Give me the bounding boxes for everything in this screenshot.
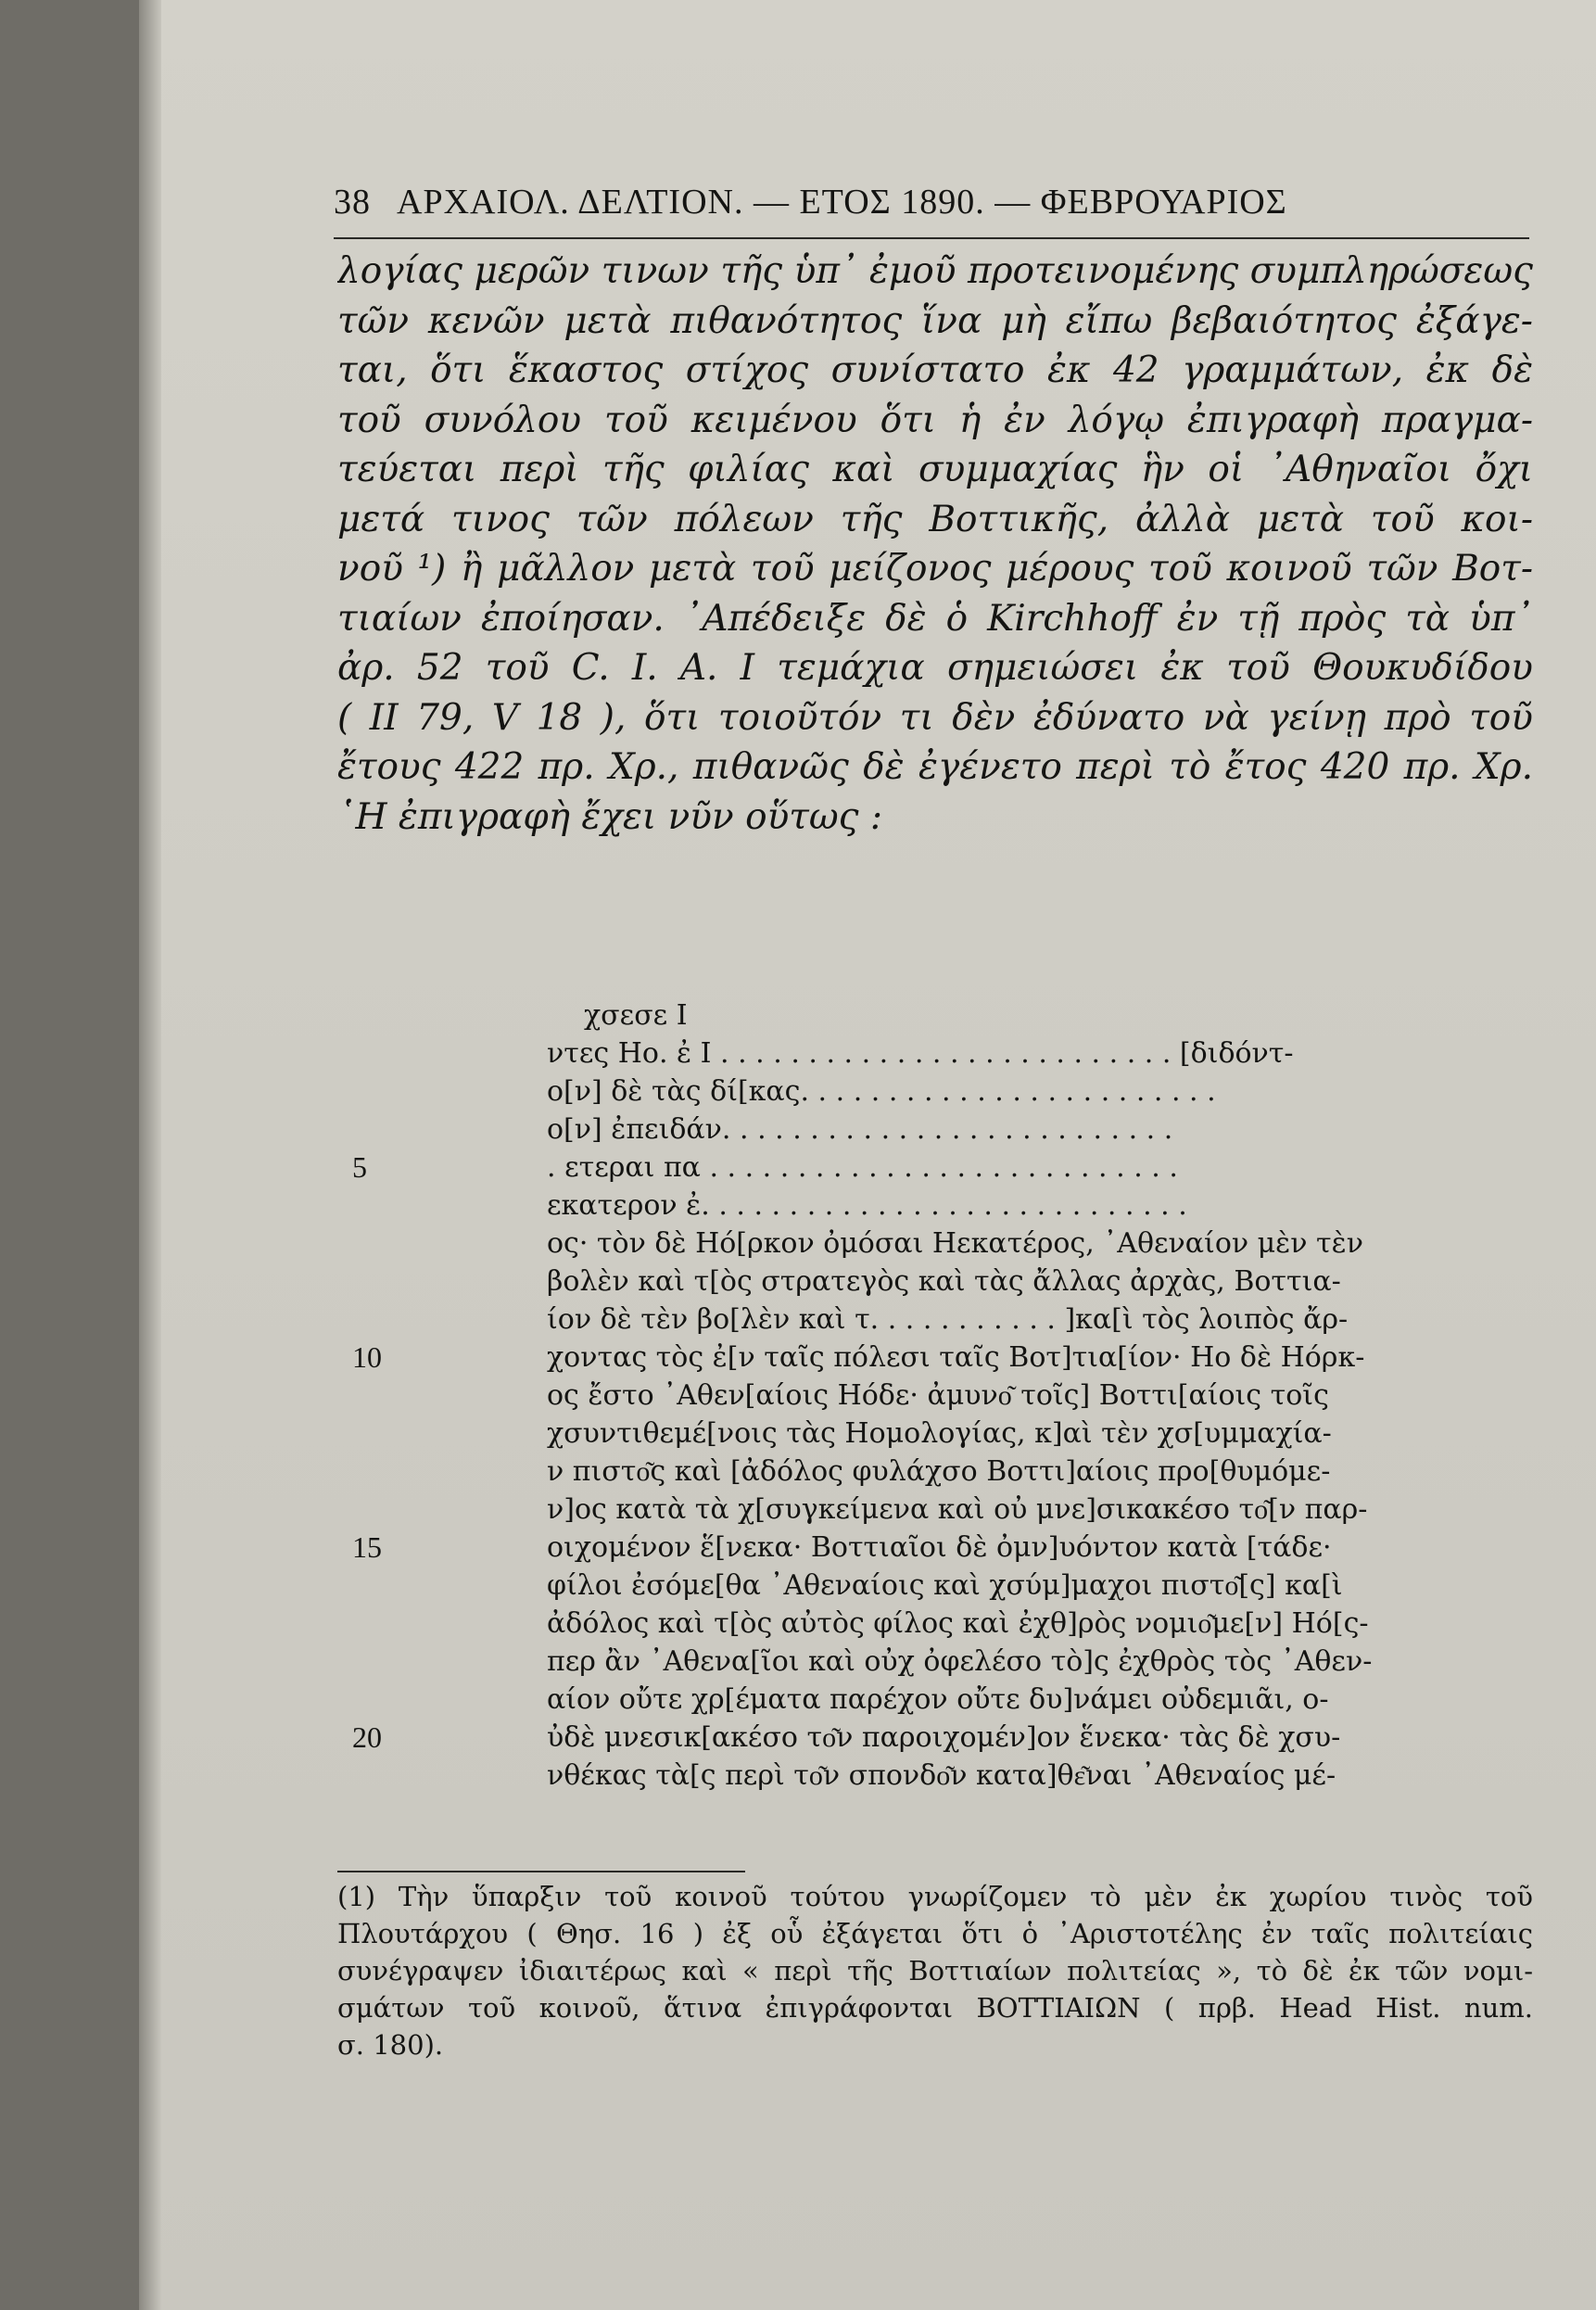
inscription-line-text: ντες Ηο. ἐ Ι . . . . . . . . . . . . . . . . . . . . . . . . . . [διδόντ- (547, 1037, 1294, 1070)
inscription-line (352, 1719, 1548, 1757)
inscription-line-text: ος ἔστο ᾿Αθεν[αίοις Hόδε· ἀμυνο͂ τοῖς] Βοττι[αίοις τοῖς (547, 1379, 1329, 1412)
inscription-line-text: χσυντιθεμέ[νοις τὰς Ηομολογίας, κ]αὶ τὲν χσ[υμμαχία- (547, 1417, 1332, 1450)
document-page (139, 0, 1596, 2310)
running-title: ΑΡΧΑΙΟΛ. ΔΕΛΤΙΟΝ. — ΕΤΟΣ 1890. — ΦΕΒΡΟΥΑΡΙΟΣ (397, 183, 1287, 222)
inscription-line (417, 1187, 1548, 1225)
inscription-line-text: . ετεραι πα . . . . . . . . . . . . . . . . . . . . . . . . . . . (547, 1151, 1178, 1184)
inscription-line-text: ος· τὸν δὲ Hό[ρκον ὀμόσαι Ηεκατέρος, ᾿Αθεναίον μὲν τὲν (547, 1227, 1363, 1260)
inscription-line (417, 996, 1548, 1034)
line-number: 15 (352, 1530, 382, 1564)
body-line: ( II 79, V 18 ), ὅτι τοιοῦτόν τι δὲν ἐδύνατο νὰ γείνῃ πρὸ τοῦ (337, 696, 1533, 739)
page-edge-shadow (139, 0, 161, 2310)
body-line: λογίας μερῶν τινων τῆς ὑπ᾽ ἐμοῦ προτεινομένης συμπληρώσεως (337, 250, 1533, 292)
body-text (337, 247, 1533, 842)
inscription-line (417, 1415, 1548, 1453)
footnote-line: σ. 180). (337, 2029, 444, 2061)
inscription-line (417, 1605, 1548, 1643)
body-line: ῾Η ἐπιγραφὴ ἔχει νῦν οὕτως : (337, 795, 883, 838)
body-line: τεύεται περὶ τῆς φιλίας καὶ συμμαχίας ἣν οἱ ᾿Αθηναῖοι ὄχι (337, 449, 1533, 490)
footnote-rule (337, 1871, 745, 1872)
inscription-line-text: εκατερον ἐ. . . . . . . . . . . . . . . . . . . . . . . . . . . . (547, 1189, 1187, 1222)
body-line: ται, ὅτι ἕκαστος στίχος συνίστατο ἐκ 42 γραμμάτων, ἐκ δὲ (337, 349, 1533, 391)
inscription-text (352, 996, 1548, 1795)
footnote-line: (1) Τὴν ὕπαρξιν τοῦ κοινοῦ τούτου γνωρίζομεν τὸ μὲν ἐκ χωρίου τινὸς τοῦ (337, 1881, 1533, 1912)
inscription-line-text: περ ἂν ᾿Αθενα[ῖοι καὶ οὐχ ὀφελέσο τὸ]ς ἐχθρὸς τὸς ᾿Αθεν- (547, 1645, 1373, 1678)
inscription-line (417, 1757, 1548, 1795)
line-number: 5 (352, 1150, 367, 1184)
inscription-line-text: χοντας τὸς ἐ[ν ταῖς πόλεσι ταῖς Βοτ]τια[ίον· Ηο δὲ Hόρκ- (547, 1341, 1365, 1374)
inscription-line (417, 1681, 1548, 1719)
inscription-line-text: φίλοι ἐσόμε[θα ᾿Αθεναίοις καὶ χσύμ]μαχοι πιστο͂[ς] κα[ὶ (547, 1569, 1343, 1602)
header-rule (334, 237, 1529, 239)
body-line: ἀρ. 52 τοῦ C. I. A. I τεμάχια σημειώσει ἐκ τοῦ Θουκυδίδου (337, 647, 1533, 689)
body-line: μετά τινος τῶν πόλεων τῆς Βοττικῆς, ἀλλὰ μετὰ τοῦ κοι- (337, 498, 1533, 540)
footnote (337, 1878, 1533, 2063)
inscription-line-text: ἀδόλος καὶ τ[ὸς αὐτὸς φίλος καὶ ἐχθ]ρὸς νομιο͂με[ν] Hό[ς- (547, 1607, 1369, 1640)
inscription-line-text: ν πιστο͂ς καὶ [ἀδόλος φυλάχσο Βοττι]αίοις προ[θυμόμε- (547, 1455, 1331, 1488)
inscription-line (352, 1529, 1548, 1567)
inscription-line (352, 1339, 1548, 1377)
inscription-line (417, 1567, 1548, 1605)
inscription-line-text: ο[ν] δὲ τὰς δί[κας. . . . . . . . . . . . . . . . . . . . . . . . (547, 1075, 1216, 1108)
inscription-line (417, 1377, 1548, 1415)
body-line: τοῦ συνόλου τοῦ κειμένου ὅτι ἡ ἐν λόγῳ ἐπιγραφὴ πραγμα- (337, 399, 1533, 441)
inscription-line (417, 1034, 1548, 1072)
line-number: 20 (352, 1720, 382, 1754)
inscription-line-text: χσεσε Ι (584, 999, 688, 1032)
inscription-line-text: ὐδὲ μνεσικ[ακέσο το͂ν παροιχομέν]ον ἕνεκα· τὰς δὲ χσυ- (547, 1721, 1341, 1754)
inscription-line-text: αίον οὔτε χρ[έματα παρέχον οὔτε δυ]νάμει οὐδεμιᾶι, ο- (547, 1683, 1329, 1716)
inscription-line (352, 1149, 1548, 1187)
inscription-line (417, 1225, 1548, 1263)
footnote-line: συνέγραψεν ἰδιαιτέρως καὶ « περὶ τῆς Βοττιαίων πολιτείας », τὸ δὲ ἐκ τῶν νομι- (337, 1955, 1533, 1986)
inscription-line-text: οιχομένον ἕ[νεκα· Βοττιαῖοι δὲ ὀμν]υόντον κατὰ [τάδε· (547, 1531, 1332, 1564)
inscription-line-text: νθέκας τὰ[ς περὶ το͂ν σπονδο͂ν κατα]θε͂ναι ᾿Αθεναίος μέ- (547, 1759, 1336, 1792)
inscription-line-text: βολὲν καὶ τ[ὸς στρατεγὸς καὶ τὰς ἄλλας ἀρχὰς, Βοττια- (547, 1265, 1341, 1298)
inscription-line (417, 1301, 1548, 1339)
inscription-line-text: ίον δὲ τὲν βο[λὲν καὶ τ. . . . . . . . . . . ]κα[ὶ τὸς λοιπὸς ἄρ- (547, 1303, 1349, 1336)
body-line: νοῦ ¹) ἢ μᾶλλον μετὰ τοῦ μείζονος μέρους τοῦ κοινοῦ τῶν Βοτ- (337, 548, 1533, 590)
inscription-line (417, 1643, 1548, 1681)
line-number: 10 (352, 1340, 382, 1374)
body-line: ἔτους 422 πρ. Χρ., πιθανῶς δὲ ἐγένετο περὶ τὸ ἔτος 420 πρ. Χρ. (337, 746, 1533, 788)
footnote-line: σμάτων τοῦ κοινοῦ, ἅτινα ἐπιγράφονται ΒΟΤΤΙΑΙΩΝ ( πρβ. Head Hist. num. (337, 1992, 1533, 2024)
inscription-line (417, 1263, 1548, 1301)
inscription-line (417, 1491, 1548, 1529)
footnote-line: Πλουτάρχου ( Θησ. 16 ) ἐξ οὗ ἐξάγεται ὅτι ὁ ᾿Αριστοτέλης ἐν ταῖς πολιτείαις (337, 1918, 1533, 1949)
running-header (334, 182, 1529, 234)
inscription-line (417, 1111, 1548, 1149)
body-line: τιαίων ἐποίησαν. ᾿Απέδειξε δὲ ὁ Kirchhoff ἐν τῇ πρὸς τὰ ὑπ᾽ (337, 597, 1533, 640)
inscription-line (417, 1072, 1548, 1111)
inscription-line-text: ν]ος κατὰ τὰ χ[συγκείμενα καὶ οὐ μνε]σικακέσο το͂[ν παρ- (547, 1493, 1368, 1526)
page-number: 38 (334, 183, 371, 222)
inscription-line-text: ο[ν] ἐπειδάν. . . . . . . . . . . . . . . . . . . . . . . . . . (547, 1113, 1173, 1146)
body-line: τῶν κενῶν μετὰ πιθανότητος ἵνα μὴ εἴπω βεβαιότητος ἐξάγε- (337, 299, 1533, 342)
inscription-line (417, 1453, 1548, 1491)
